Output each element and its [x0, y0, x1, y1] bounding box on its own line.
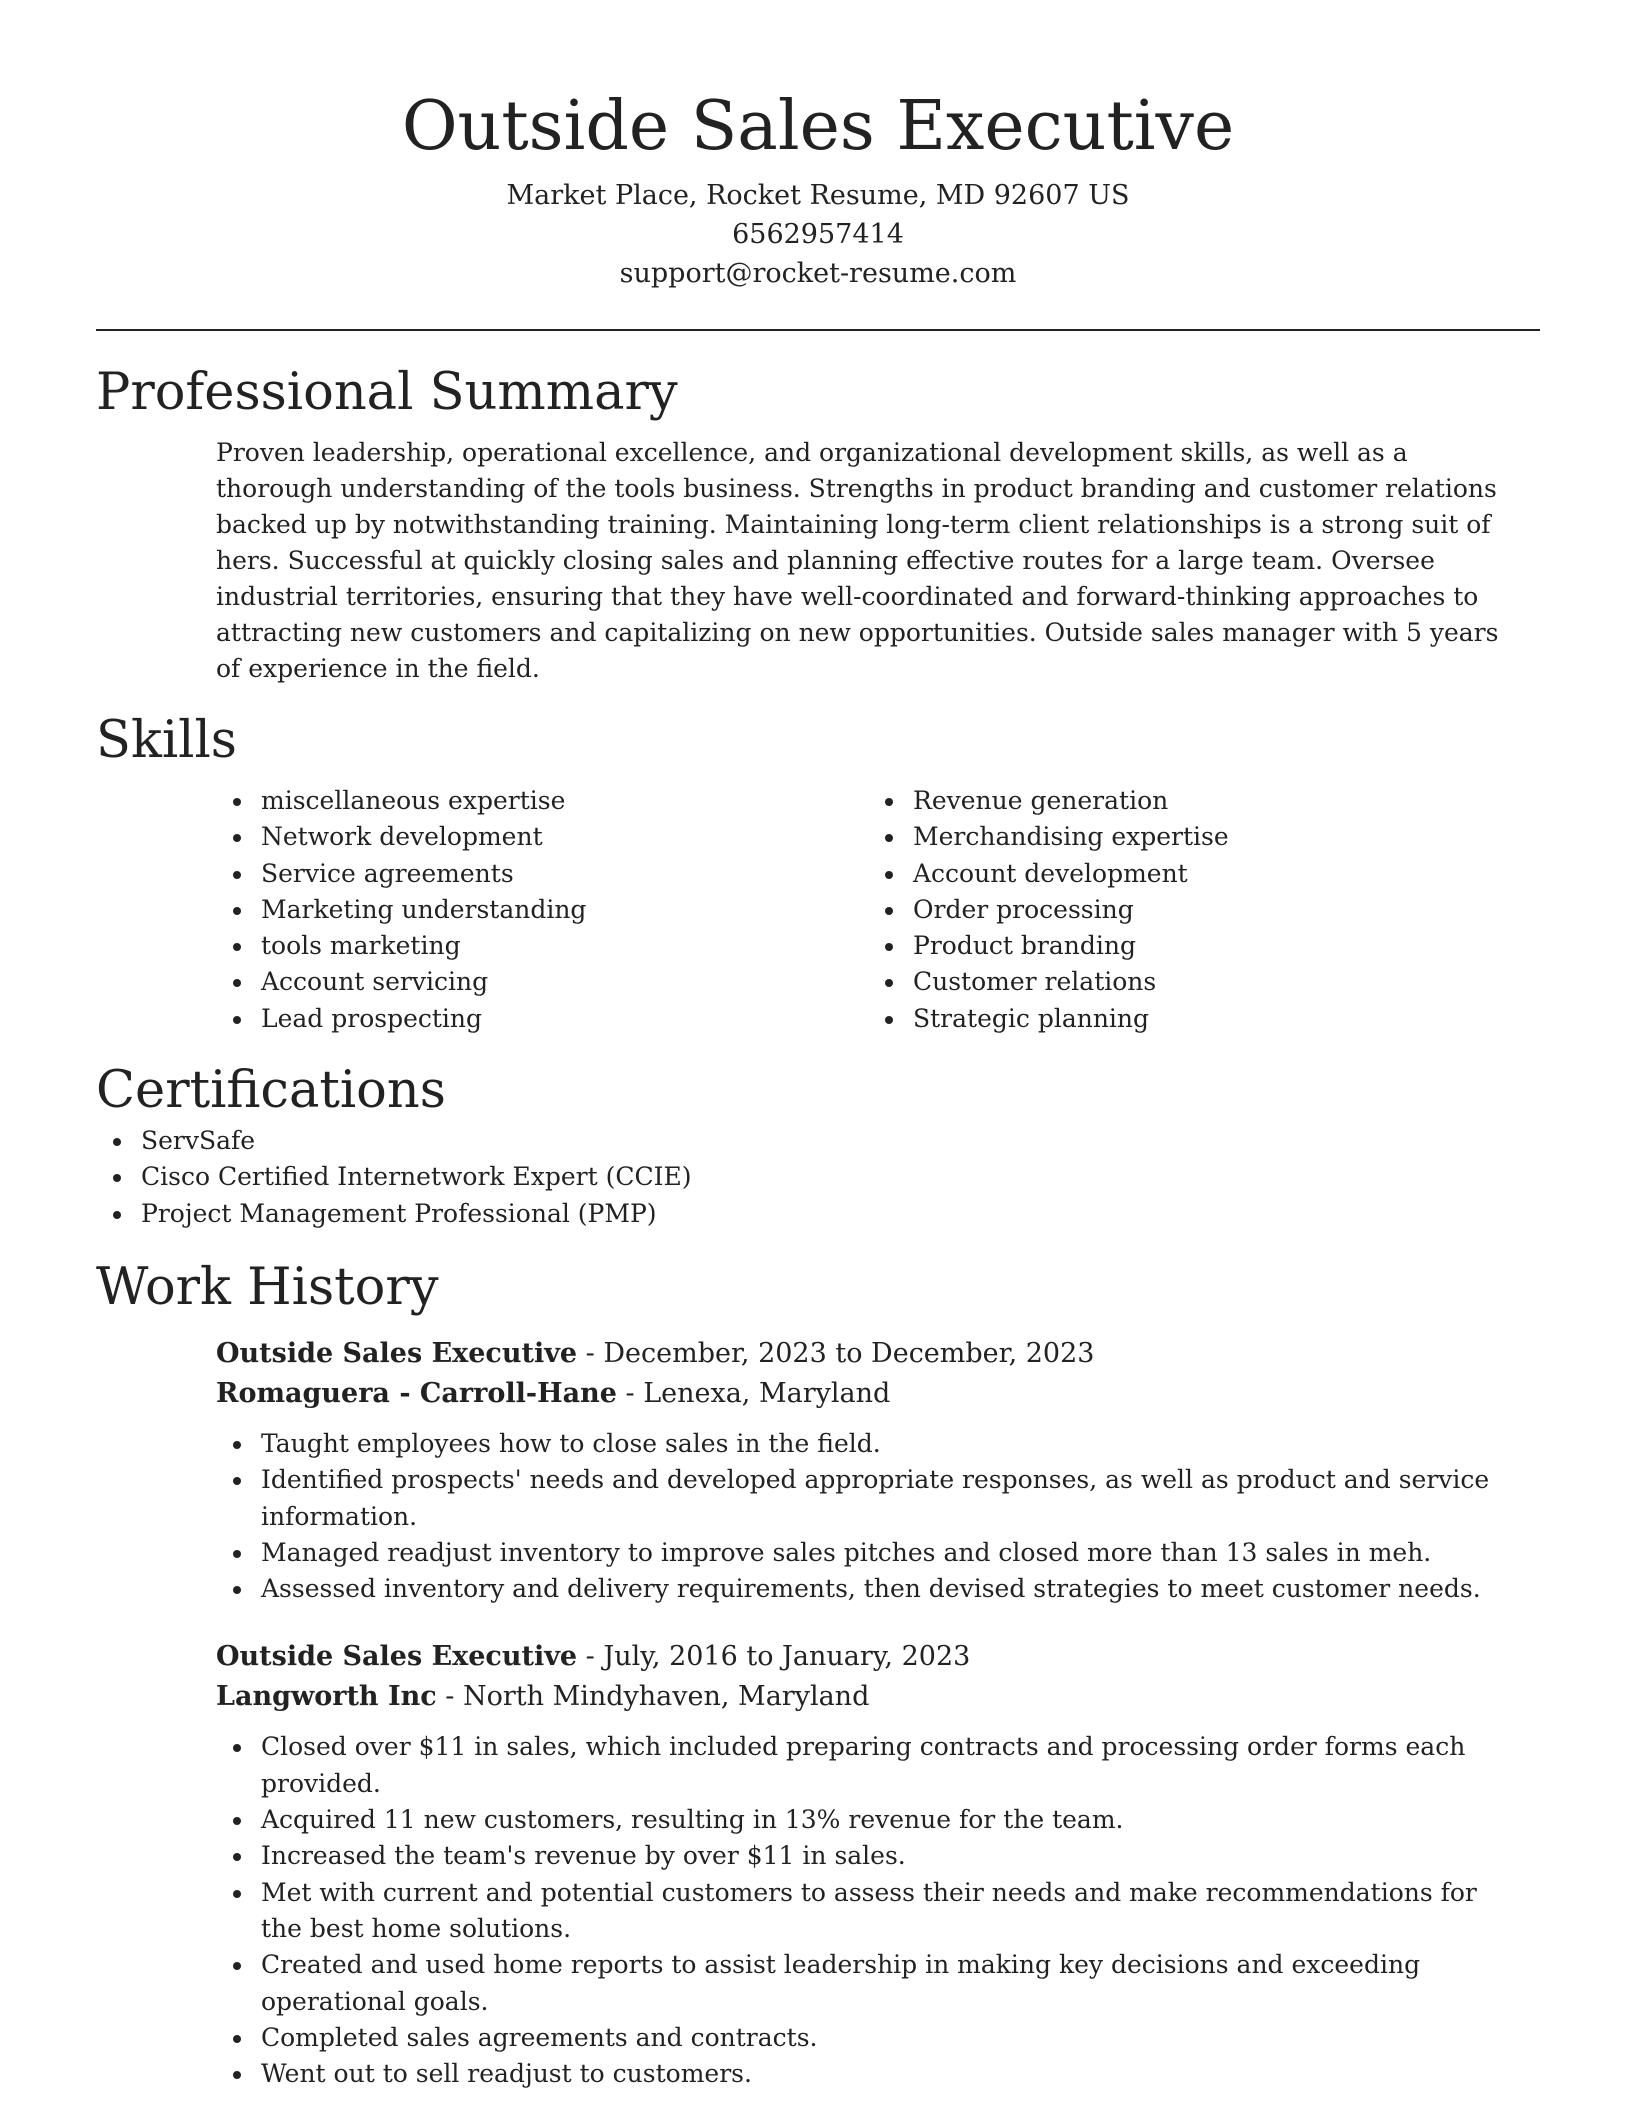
list-item: Network development [216, 819, 868, 855]
list-item: Product branding [868, 928, 1520, 964]
skills-column-left [216, 783, 868, 1037]
skills-heading: Skills [96, 711, 237, 770]
list-item: Managed readjust inventory to improve sales pitches and closed more than 13 sales in meh. [216, 1535, 1501, 1571]
job-company: Romaguera - Carroll-Hane [216, 1377, 617, 1409]
summary-section [96, 361, 1540, 687]
skills-grid [216, 783, 1540, 1037]
list-item: ServSafe [96, 1123, 1540, 1159]
contact-address: Market Place, Rocket Resume, MD 92607 US [506, 180, 1130, 211]
list-item: Project Management Professional (PMP) [96, 1196, 1540, 1232]
list-item: Customer relations [868, 964, 1520, 1000]
candidate-title: Outside Sales Executive [401, 87, 1235, 166]
contact-email: support@rocket-resume.com [619, 258, 1017, 289]
job-entry [216, 1637, 1540, 2092]
list-item: Strategic planning [868, 1001, 1520, 1037]
header-divider [96, 329, 1540, 331]
job-role: Outside Sales Executive [216, 1641, 578, 1673]
list-item: Closed over $11 in sales, which included preparing contracts and processing order forms each provided. [216, 1729, 1501, 1802]
contact-phone: 6562957414 [732, 219, 904, 250]
list-item: Account servicing [216, 964, 868, 1000]
list-item: Acquired 11 new customers, resulting in 13% revenue for the team. [216, 1802, 1501, 1838]
list-item: Met with current and potential customers to assess their needs and make recommendations for the best home solutions. [216, 1875, 1501, 1948]
skills-list-left [216, 783, 868, 1037]
list-item: Completed sales agreements and contracts. [216, 2020, 1501, 2056]
resume-header [96, 0, 1540, 293]
skills-section [96, 709, 1540, 1037]
job-role: Outside Sales Executive [216, 1337, 578, 1369]
summary-text: Proven leadership, operational excellence, and organizational development skills, as well as a thorough understanding of the tools business. Strengths in product branding and customer relations backed up by notwithstanding training. Maintaining long-term client relationships is a strong suit of hers. Successful at quickly closing sales and planning effective routes for a large team. Oversee industrial territories, ensuring that they have well-coordinated and forward-thinking approaches to attracting new customers and capitalizing on new opportunities. Outside sales manager with 5 years of experience in the field. [216, 438, 1499, 683]
list-item: Lead prospecting [216, 1001, 868, 1037]
certifications-list [96, 1123, 1540, 1232]
list-item: Service agreements [216, 856, 868, 892]
list-item: Assessed inventory and delivery requirements, then devised strategies to meet customer needs. [216, 1571, 1501, 1607]
job-bullets [216, 1426, 1540, 1607]
job-dates: - July, 2016 to January, 2023 [577, 1641, 971, 1673]
list-item: Increased the team's revenue by over $11 in sales. [216, 1838, 1501, 1874]
job-location: - Lenexa, Maryland [616, 1377, 891, 1409]
list-item: Created and used home reports to assist leadership in making key decisions and exceeding operational goals. [216, 1947, 1501, 2020]
list-item: miscellaneous expertise [216, 783, 868, 819]
summary-heading: Professional Summary [96, 363, 678, 422]
list-item: Revenue generation [868, 783, 1520, 819]
job-location: - North Mindyhaven, Maryland [436, 1681, 870, 1713]
job-company-line [216, 1677, 1540, 1717]
job-company: Langworth Inc [216, 1681, 437, 1713]
list-item: Order processing [868, 892, 1520, 928]
resume-page [96, 0, 1540, 2092]
certifications-heading: Certifications [96, 1061, 446, 1121]
contact-block [96, 176, 1540, 293]
job-bullets [216, 1729, 1540, 2092]
list-item: Account development [868, 856, 1520, 892]
list-item: Went out to sell readjust to customers. [216, 2056, 1501, 2092]
job-company-line [216, 1374, 1540, 1414]
job-title-line [216, 1334, 1540, 1374]
work-history-heading: Work History [96, 1257, 439, 1317]
skills-list-right [868, 783, 1520, 1037]
job-entry [216, 1334, 1540, 1607]
certifications-section [96, 1059, 1540, 1232]
list-item: Marketing understanding [216, 892, 868, 928]
job-dates: - December, 2023 to December, 2023 [577, 1337, 1095, 1369]
list-item: tools marketing [216, 928, 868, 964]
list-item: Taught employees how to close sales in the field. [216, 1426, 1501, 1462]
skills-column-right [868, 783, 1520, 1037]
job-title-line [216, 1637, 1540, 1677]
list-item: Identified prospects' needs and developed appropriate responses, as well as product and service information. [216, 1462, 1501, 1535]
work-history-section [96, 1256, 1540, 2092]
list-item: Cisco Certified Internetwork Expert (CCIE) [96, 1159, 1540, 1195]
list-item: Merchandising expertise [868, 819, 1520, 855]
